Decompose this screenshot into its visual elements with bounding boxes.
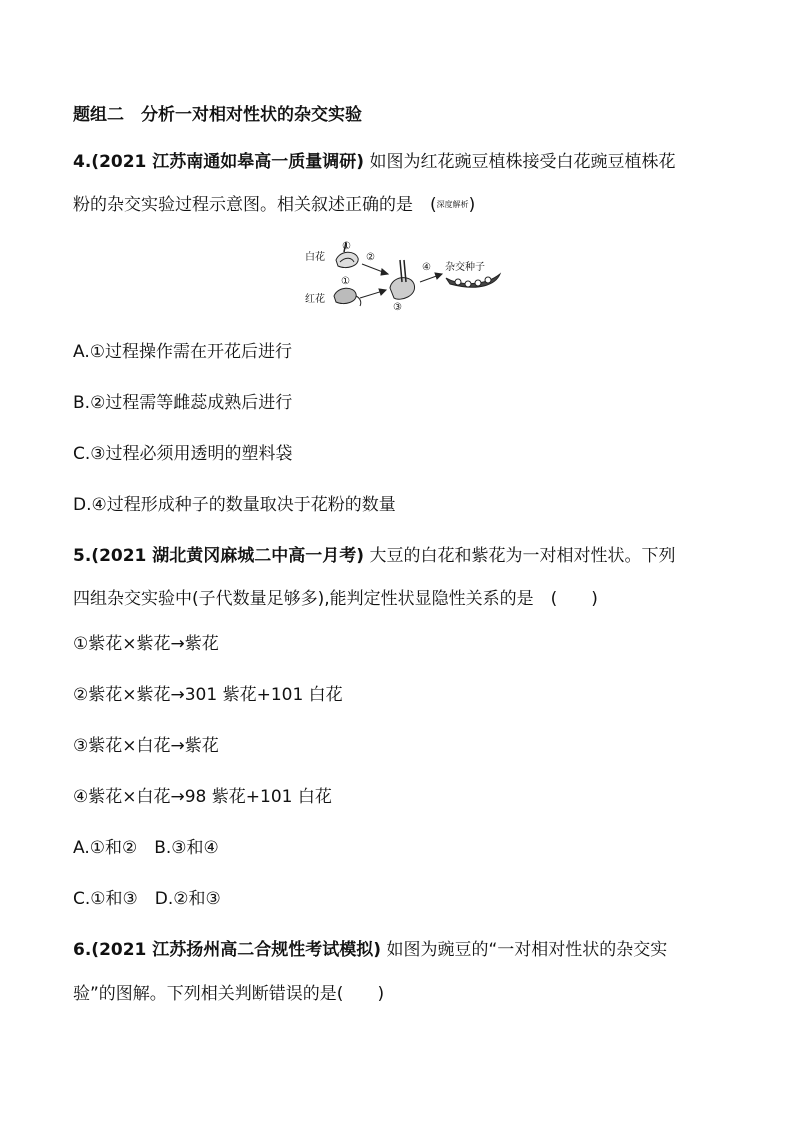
q4-stem-text2: 粉的杂交实验过程示意图。相关叙述正确的是 ( [73,195,437,215]
q4-tag: 深度解析 [436,200,469,209]
seed-pod-icon [446,274,500,287]
q4-option-c: C.③过程必须用透明的塑料袋 [73,444,293,464]
label-step2: ② [366,252,375,263]
label-step1-top: ① [342,241,351,252]
emasculated-flower-icon [390,260,415,299]
label-red-flower: 红花 [305,294,325,305]
q5-stem-text1: 大豆的白花和紫花为一对相对性状。下列 [364,546,676,566]
q6-stem-line2: 验”的图解。下列相关判断错误的是( ) [73,984,385,1004]
q5-stem-line2: 四组杂交实验中(子代数量足够多),能判定性状显隐性关系的是 ( ) [73,589,598,609]
label-hybrid-seeds: 杂交种子 [445,262,485,273]
q4-stem-text1: 如图为红花豌豆植株接受白花豌豆植株花 [364,152,676,172]
q5-number: 5. [73,546,92,566]
q5-source: (2021 湖北黄冈麻城二中高一月考) [91,546,365,566]
q4-option-a: A.①过程操作需在开花后进行 [73,342,292,362]
q5-item-4: ④紫花×白花→98 紫花+101 白花 [73,787,332,807]
q5-options-row2: C.①和③ D.②和③ [73,889,221,909]
q4-close-paren: ) [468,195,476,215]
label-step1-bottom: ① [341,276,350,287]
q5-stem-line1 [73,544,675,568]
q4-number: 4. [73,152,92,172]
pea-cross-figure [300,238,510,318]
q5-options-row1: A.①和② B.③和④ [73,838,219,858]
figure-drawing [300,238,510,318]
label-white-flower: 白花 [305,252,325,263]
q6-stem-line1 [73,938,667,962]
q4-stem-line2 [73,193,475,217]
q4-option-d: D.④过程形成种子的数量取决于花粉的数量 [73,495,396,515]
q5-item-1: ①紫花×紫花→紫花 [73,634,219,654]
q4-stem-line1 [73,150,675,174]
red-flower-icon [334,288,361,306]
q4-option-b: B.②过程需等雌蕊成熟后进行 [73,393,293,413]
q5-item-2: ②紫花×紫花→301 紫花+101 白花 [73,685,343,705]
q6-source: (2021 江苏扬州高二合规性考试模拟) [91,940,382,960]
q6-stem-text1: 如图为豌豆的“一对相对性状的杂交实 [381,940,668,960]
label-step4: ④ [422,262,431,273]
label-step3: ③ [393,302,402,313]
q6-number: 6. [73,940,92,960]
q5-item-3: ③紫花×白花→紫花 [73,736,219,756]
q4-source: (2021 江苏南通如皋高一质量调研) [91,152,365,172]
section-heading: 题组二 分析一对相对性状的杂交实验 [73,105,362,125]
